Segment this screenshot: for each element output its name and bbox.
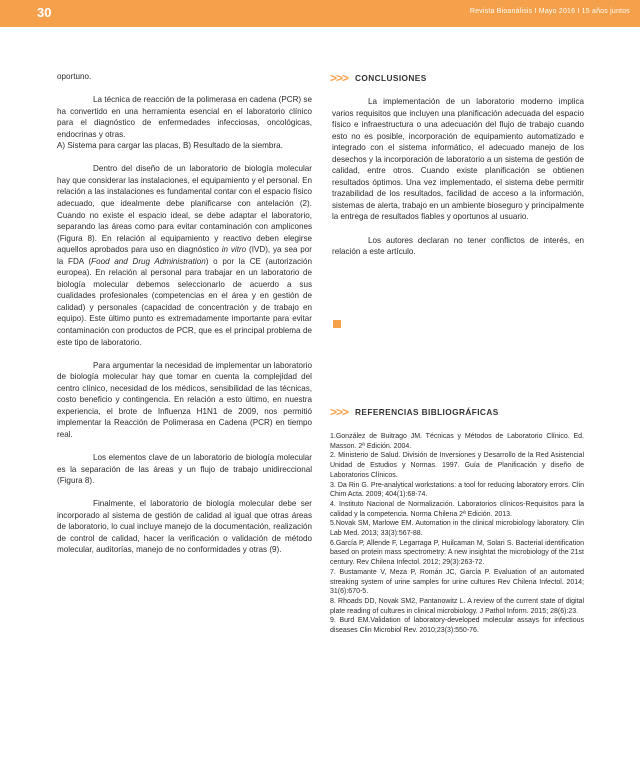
reference-item: 6.García P, Allende F, Legarraga P, Huilcaman M, Solari S. Bacterial identification based on protein mass spectrometry: A new insightat the microbiology of the 21st century. Rev Chilena Infectol. 2012; 29(3):263-72. [330,539,584,567]
paragraph-design-c: ) o por la CE (autorización europea). En relación al personal para trabajar en un laboratorio de biología molecular debemos seleccionarlo de acuerdo a sus cualidades profesionales (competencias en el área y en gestión de calidad) y personales (capacidad de concentración y de trabajo en equipo). Este último punto es extremadamente importante para evitar contaminación con productos de PCR, que es el principal problema de este tipo de laboratorio. [57,256,312,347]
paragraph-conclusions: La implementación de un laboratorio moderno implica varios requisitos que incluyen una planificación adecuada del espacio físico e infraestructura o una adecuación del flujo de trabajo cuando esto no es posible, incorporación de equipamiento automatizado e integrado con el sistema informático, el adecuado manejo de los desechos y la incorporación de laboratorio a un sistema de gestión de calidad, entre otros. Cuando existe planificación se obtienen resultados óptimos. Una vez implementado, el sistema debe permitir trazabilidad de los resultados, facilidad de acceso a la información, sistemas de alerta, trabajo en un ambiente bioseguro y principalmente la entrega de resultados fiables y oportunos al usuario. [332,97,584,222]
paragraph-design-a: Dentro del diseño de un laboratorio de biología molecular hay que considerar las instalaciones, el equipamiento y el personal. En relación a las instalaciones es fundamental contar con el espacio físico adecuado, que idealmente debe planificarse con antelación (2). Cuando no existe el espacio ideal, se debe adaptar el laboratorio, separando las áreas como para evitar contaminación con amplicones (Figura 8). En relación al equipamiento y reactivo deben elegirse aquellos aprobados para uso en diagnóstico [57,164,312,255]
references-title: REFERENCIAS BIBLIOGRÁFICAS [355,407,499,417]
chevrons-icon: >>> [330,405,349,419]
journal-title: Revista Bioanálisis I Mayo 2016 I 15 años juntos [469,8,630,15]
figure-caption-text: A) Sistema para cargar las placas, B) Resultado de la siembra. [57,141,283,151]
paragraph-finally: Finalmente, el laboratorio de biología molecular debe ser incorporado al sistema de gestión de calidad al igual que otras áreas de laboratorio, lo cual incluye manejo de la documentación, realización de control de calidad, hacer la verificación o validación de método molecular, auditorías, manejo de no conformidades y otras (9). [57,499,312,555]
paragraph-pcr [57,94,312,152]
references-list [330,432,584,636]
conclusions-body [332,96,584,269]
text-fda: Food and Drug Administration [91,256,206,266]
paragraph-continuation: oportuno. [57,72,92,81]
reference-item: 1.González de Buitrago JM. Técnicas y Métodos de Laboratorio Clínico. Ed. Masson. 2ª Edición. 2004. [330,433,584,450]
paragraph-conflicts: Los autores declaran no tener conflictos de interés, en relación a este artículo. [332,235,584,257]
left-column [57,71,312,568]
reference-item: 5.Novak SM, Marlowe EM. Automation in the clinical microbiology laboratory. Clin Lab Med. 2013; 33(3):567-88. [330,520,584,538]
reference-item: 3. Da Rin G. Pre-analytical workstations: a tool for reducing laboratory errors. Clin Chim Acta. 2009; 404(1):68-74. [330,481,584,499]
reference-item: 2. Ministerio de Salud. División de Inversiones y Desarrollo de la Red Asistencial Unidad de Estudios y Normas. 1997. Guía de Planificación y diseño de Laboratorios Clínicos. [330,452,584,479]
reference-item: 7. Bustamante V, Meza P, Román JC, García P. Evaluation of an automated streaking system of urine samples for urine cultures Rev Chilena Infectol. 2014; 31(6):670-5. [330,568,584,596]
conclusions-title: CONCLUSIONES [355,73,427,83]
chevrons-icon: >>> [330,71,349,85]
end-of-article-mark [333,320,341,328]
paragraph-need: Para argumentar la necesidad de implementar un laboratorio de biología molecular hay que tomar en cuenta la complejidad del centro clínico, necesidad de los médicos, sensibilidad de las técnicas, costo beneficio y contingencia. En relación a esto último, en nuestra experiencia, el brote de Influenza H1N1 de 2009, nos permitió implementar la Reacción de Polimerasa en Cadena (PCR) en tiempo real. [57,360,312,439]
paragraph-key-elements: Los elementos clave de un laboratorio de biología molecular es la separación de las áreas y un flujo de trabajo unidireccional (Figura 8). [57,453,312,486]
reference-item: 4. Instituto Nacional de Normalización. Laboratorios clínicos-Requisitos para la calidad y la competencia. Norma Chilena 2ª Edición. 2013. [330,500,584,518]
paragraph-pcr-text: La técnica de reacción de la polimerasa en cadena (PCR) se ha convertido en una herramienta esencial en el laboratorio clínico para el diagnóstico de enfermedades infecciosas, oncológicas, endocrinas y otras. [57,95,312,139]
references-heading [330,405,499,419]
paragraph-design [57,163,312,348]
reference-item: 9. Burd EM.Validation of laboratory-developed molecular assays for infectious diseases Clin Microbiol Rev. 2010;23(3):550-76. [330,617,584,635]
page-header [0,0,640,27]
text-in-vitro: in vitro [221,245,247,255]
page-number: 30 [37,5,52,20]
reference-item: 8. Rhoads DD, Novak SM2, Pantanowitz L. A review of the current state of digital plate reading of cultures in clinical microbiology. J Pathol Inform. 2015; 28(6):23. [330,597,584,615]
conclusions-heading [330,71,427,85]
paragraph-design-b: (IVD), ya sea por la FDA ( [57,245,313,266]
